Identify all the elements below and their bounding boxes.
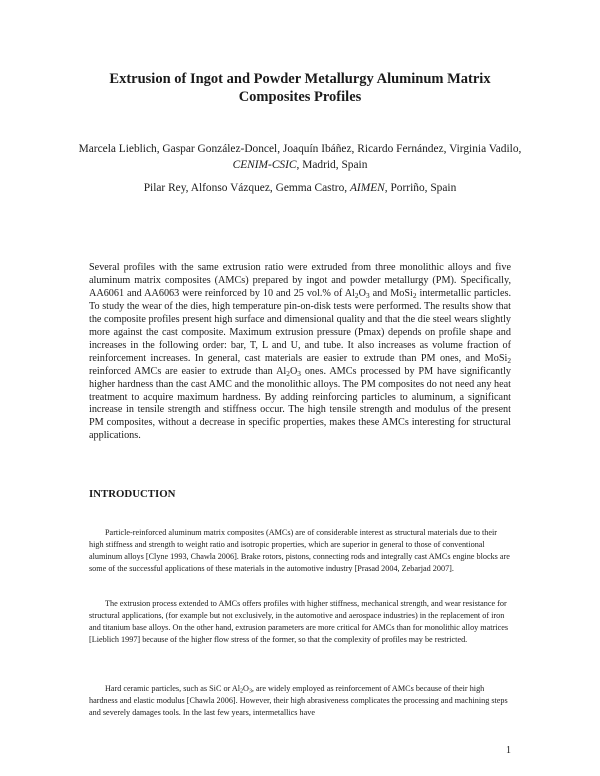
abstract-text: O bbox=[289, 365, 298, 377]
abstract bbox=[89, 262, 511, 443]
paragraph-text: O bbox=[243, 684, 249, 693]
author-list-cenim bbox=[70, 141, 530, 173]
abstract-text: O bbox=[358, 287, 366, 299]
section-heading-introduction: INTRODUCTION bbox=[89, 488, 176, 500]
abstract-text: intermetallic particles. To study the wear of the dies, high temperature pin-on-disk tests were performed. The results show that the composite profiles present high surface and dimensional quality and that the die steel wears slightly more against the cast composite. Maximum extrusion pressure (Pmax) depends on profile shape and increases in the following order: bar, T, L and U, and tube. It also increases as volume fraction of reinforcement increases. In general, cast materials are easier to extrude than PM ones, and MoSi bbox=[89, 287, 512, 364]
abstract-text: ones. AMCs processed by PM have significantly higher hardness than the cast AMC and the monolithic alloys. The PM composites do not need any heat treatment to acquire maximum hardness. By adding reinforcing particles to aluminum, a significant increase in tensile strength and stiffness occur. The high tensile strength and modulus of the present PM composites, without a decrease in specific properties, makes these AMCs interesting for structural applications. bbox=[89, 365, 512, 442]
subscript: 2 bbox=[240, 688, 244, 695]
intro-paragraph-3 bbox=[89, 683, 511, 719]
affiliation: AIMEN bbox=[349, 182, 385, 194]
title-line-1: Extrusion of Ingot and Powder Metallurgy Aluminum Matrix bbox=[109, 71, 491, 87]
author-names: Pilar Rey, Alfonso Vázquez, Gemma Castro, bbox=[143, 182, 350, 194]
abstract-text: reinforced AMCs are easier to extrude than Al bbox=[89, 365, 287, 377]
abstract-text: and MoSi bbox=[369, 287, 413, 299]
paragraph-text: , are widely employed as reinforcement of AMCs because of their high hardness and elastic modulus [Chawla 2006]. However, their high abrasiveness complicates the processing and machining steps and severely damages tools. In the last few years, intermetallics have bbox=[89, 684, 508, 718]
author-location: , Porriño, Spain bbox=[384, 182, 457, 194]
author-list-aimen bbox=[70, 180, 530, 196]
author-location: , Madrid, Spain bbox=[296, 159, 368, 171]
affiliation: CENIM-CSIC bbox=[232, 159, 297, 171]
subscript: 2 bbox=[412, 290, 417, 300]
paper-title bbox=[60, 70, 540, 106]
author-names: Marcela Lieblich, Gaspar González-Doncel, Joaquín Ibáñez, Ricardo Fernández, Virginia Vadilo, bbox=[78, 143, 522, 155]
abstract-text: Several profiles with the same extrusion ratio were extruded from three monolithic alloys and five aluminum matrix composites (AMCs) prepared by ingot and powder metallurgy (PM). Specifically, AA6061 and AA6063 were reinforced by 10 and 25 vol.% of Al bbox=[89, 262, 511, 299]
subscript: 2 bbox=[507, 355, 511, 365]
subscript: 2 bbox=[286, 368, 290, 378]
title-line-2: Composites Profiles bbox=[238, 89, 362, 105]
subscript: 3 bbox=[248, 688, 252, 695]
page-number: 1 bbox=[506, 745, 511, 756]
intro-paragraph-1: Particle-reinforced aluminum matrix composites (AMCs) are of considerable interest as structural materials due to their high stiffness and strength to weight ratio and isotropic properties, which are superior in general to those of conventional aluminum alloys [Clyne 1993, Chawla 2006]. Brake rotors, pistons, connecting rods and integrally cast AMCs engine blocks are some of the successful applications of these materials in the automotive industry [Prasad 2004, Zebarjad 2007]. bbox=[89, 528, 510, 574]
subscript: 3 bbox=[365, 290, 370, 300]
paragraph-text: Hard ceramic particles, such as SiC or Al bbox=[105, 684, 241, 693]
subscript: 2 bbox=[354, 290, 359, 300]
subscript: 3 bbox=[297, 368, 301, 378]
intro-paragraph-2: The extrusion process extended to AMCs offers profiles with higher stiffness, mechanical strength, and wear resistance for structural applications, (for example but not exclusively, in the automotive and aerospace industries) in the replacement of iron and titanium base alloys. On the other hand, extrusion parameters are more critical for AMCs than for monolithic alloy matrices [Lieblich 1997] because of the higher flow stress of the former, so that the complexity of profiles may be restricted. bbox=[89, 599, 509, 645]
